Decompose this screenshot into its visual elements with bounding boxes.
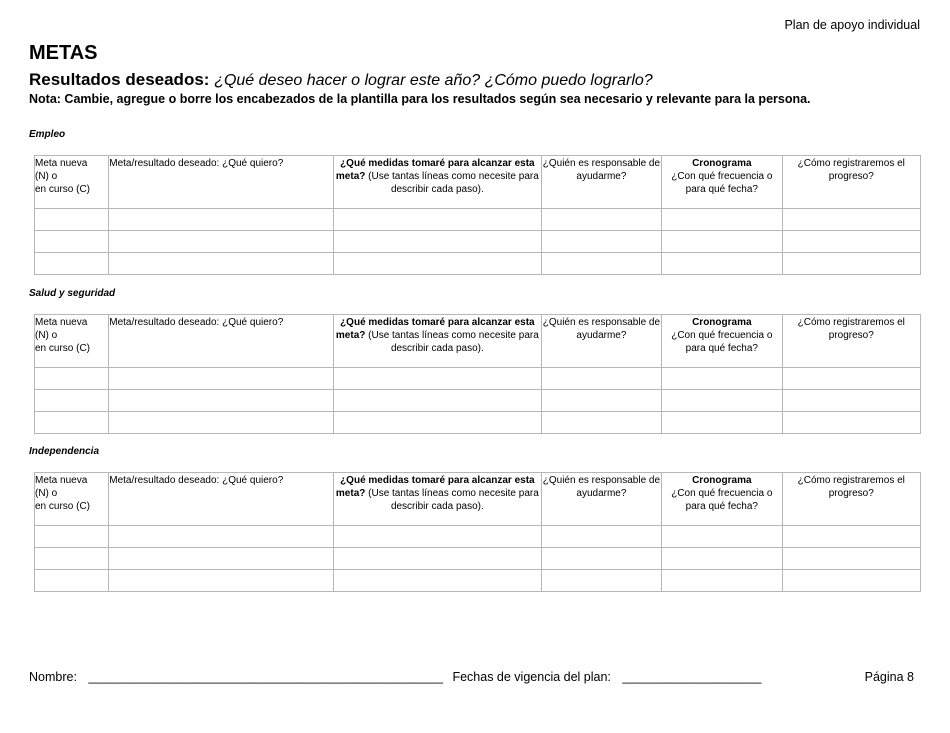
table-cell[interactable] [334, 548, 542, 570]
table-row [35, 231, 921, 253]
header-cronograma: Cronograma ¿Con qué frecuencia o para qué fecha? [662, 473, 782, 526]
table-cell[interactable] [662, 231, 782, 253]
table-row [35, 526, 921, 548]
table-cell[interactable] [541, 209, 661, 231]
table-cell[interactable] [109, 526, 334, 548]
table-row [35, 253, 921, 275]
header-medidas: ¿Qué medidas tomaré para alcanzar esta meta? (Use tantas líneas como necesite para describir cada paso). [334, 156, 542, 209]
table-cell[interactable] [334, 231, 542, 253]
table-cell[interactable] [109, 570, 334, 592]
table-cell[interactable] [662, 412, 782, 434]
header-resultado-deseado: Meta/resultado deseado: ¿Qué quiero? [109, 315, 334, 368]
table-cell[interactable] [541, 390, 661, 412]
table-cell[interactable] [782, 390, 920, 412]
header-medidas: ¿Qué medidas tomaré para alcanzar esta meta? (Use tantas líneas como necesite para describir cada paso). [334, 473, 542, 526]
header-progreso: ¿Cómo registraremos el progreso? [782, 315, 920, 368]
table-header-row [35, 156, 921, 209]
subtitle-italic: ¿Qué deseo hacer o lograr este año? ¿Cómo puedo lograrlo? [214, 72, 653, 89]
page-title: METAS [29, 42, 98, 64]
table-cell[interactable] [334, 390, 542, 412]
table-cell[interactable] [782, 368, 920, 390]
table-cell[interactable] [109, 209, 334, 231]
table-cell[interactable] [109, 231, 334, 253]
table-cell[interactable] [541, 548, 661, 570]
section-label-empleo: Empleo [29, 129, 66, 140]
dates-line[interactable]: ____________________ [622, 670, 762, 684]
table-cell[interactable] [109, 368, 334, 390]
header-meta-nueva: Meta nueva (N) o en curso (C) [35, 156, 109, 209]
table-cell[interactable] [662, 570, 782, 592]
document-header: Plan de apoyo individual [784, 18, 920, 32]
table-cell[interactable] [541, 253, 661, 275]
table-cell[interactable] [109, 548, 334, 570]
table-cell[interactable] [782, 570, 920, 592]
name-label: Nombre: [29, 670, 77, 684]
page-number: Página 8 [864, 670, 914, 684]
header-resultado-deseado: Meta/resultado deseado: ¿Qué quiero? [109, 156, 334, 209]
table-row [35, 548, 921, 570]
table-cell[interactable] [541, 231, 661, 253]
table-cell[interactable] [109, 253, 334, 275]
header-medidas: ¿Qué medidas tomaré para alcanzar esta meta? (Use tantas líneas como necesite para describir cada paso). [334, 315, 542, 368]
table-cell[interactable] [782, 548, 920, 570]
table-cell[interactable] [541, 526, 661, 548]
section-label-independencia: Independencia [29, 446, 100, 457]
goals-table-independencia [34, 472, 921, 592]
header-cronograma: Cronograma ¿Con qué frecuencia o para qué fecha? [662, 315, 782, 368]
header-responsable: ¿Quién es responsable de ayudarme? [541, 156, 661, 209]
table-cell[interactable] [782, 412, 920, 434]
table-cell[interactable] [782, 209, 920, 231]
table-cell[interactable] [35, 390, 109, 412]
goals-table-empleo [34, 155, 921, 275]
header-resultado-deseado: Meta/resultado deseado: ¿Qué quiero? [109, 473, 334, 526]
table-header-row [35, 473, 921, 526]
header-responsable: ¿Quién es responsable de ayudarme? [541, 473, 661, 526]
table-header-row [35, 315, 921, 368]
table-row [35, 390, 921, 412]
table-cell[interactable] [35, 368, 109, 390]
table-row [35, 368, 921, 390]
table-row [35, 570, 921, 592]
table-cell[interactable] [334, 209, 542, 231]
table-cell[interactable] [334, 526, 542, 548]
table-cell[interactable] [35, 412, 109, 434]
header-progreso: ¿Cómo registraremos el progreso? [782, 473, 920, 526]
page-subtitle [29, 70, 653, 90]
header-meta-nueva: Meta nueva (N) o en curso (C) [35, 315, 109, 368]
table-cell[interactable] [35, 526, 109, 548]
table-cell[interactable] [109, 412, 334, 434]
table-cell[interactable] [662, 253, 782, 275]
table-cell[interactable] [35, 209, 109, 231]
table-cell[interactable] [662, 548, 782, 570]
section-label-salud: Salud y seguridad [29, 288, 116, 299]
table-cell[interactable] [782, 253, 920, 275]
table-row [35, 209, 921, 231]
table-cell[interactable] [541, 368, 661, 390]
header-responsable: ¿Quién es responsable de ayudarme? [541, 315, 661, 368]
table-cell[interactable] [334, 570, 542, 592]
table-cell[interactable] [662, 209, 782, 231]
table-cell[interactable] [541, 412, 661, 434]
table-cell[interactable] [35, 253, 109, 275]
header-cronograma: Cronograma ¿Con qué frecuencia o para qué fecha? [662, 156, 782, 209]
table-cell[interactable] [35, 570, 109, 592]
table-cell[interactable] [662, 368, 782, 390]
table-cell[interactable] [541, 570, 661, 592]
header-meta-nueva: Meta nueva (N) o en curso (C) [35, 473, 109, 526]
header-progreso: ¿Cómo registraremos el progreso? [782, 156, 920, 209]
table-cell[interactable] [35, 231, 109, 253]
table-cell[interactable] [662, 390, 782, 412]
footer [29, 670, 761, 684]
table-cell[interactable] [334, 368, 542, 390]
table-cell[interactable] [334, 253, 542, 275]
table-cell[interactable] [109, 390, 334, 412]
table-cell[interactable] [662, 526, 782, 548]
table-cell[interactable] [782, 526, 920, 548]
instruction-note: Nota: Cambie, agregue o borre los encabezados de la plantilla para los resultados según sea necesario y relevante para la persona. [29, 92, 811, 106]
subtitle-bold: Resultados deseados: [29, 70, 210, 89]
table-cell[interactable] [782, 231, 920, 253]
table-cell[interactable] [35, 548, 109, 570]
goals-table-salud [34, 314, 921, 434]
table-cell[interactable] [334, 412, 542, 434]
dates-label: Fechas de vigencia del plan: [452, 670, 611, 684]
name-line[interactable]: ___________________________________________________ [88, 670, 443, 684]
table-row [35, 412, 921, 434]
